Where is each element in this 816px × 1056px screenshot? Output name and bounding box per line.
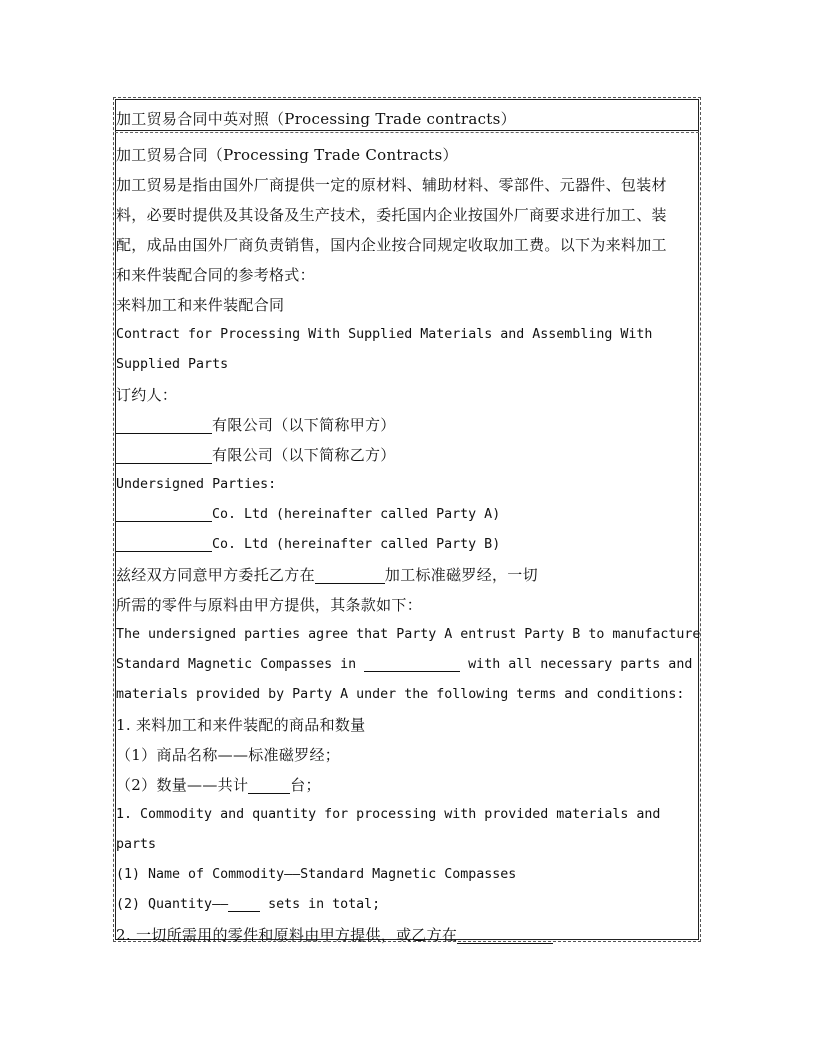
location-blank[interactable] xyxy=(457,927,553,944)
contract-body xyxy=(116,140,702,950)
clause-1-item-en: (2) Quantity—— sets in total; xyxy=(116,897,381,912)
agreement-line-cn: 所需的零件与原料由甲方提供，其条款如下： xyxy=(116,596,423,614)
clause-1-heading-en: parts xyxy=(116,837,157,852)
agreement-line-en: materials provided by Party A under the following terms and conditions: xyxy=(116,687,685,702)
agreement-line-en: Standard Magnetic Compasses in with all necessary parts and xyxy=(116,657,693,672)
contract-title-en: Supplied Parts xyxy=(116,357,229,372)
company-blank[interactable] xyxy=(116,417,212,434)
parties-label-cn: 订约人： xyxy=(116,386,178,404)
agreement-line-en: The undersigned parties agree that Party A entrust Party B to manufacture xyxy=(116,627,701,642)
contract-heading: 加工贸易合同（Processing Trade Contracts） xyxy=(116,146,458,164)
intro-paragraph-line: 配，成品由国外厂商负责销售，国内企业按合同规定收取加工费。以下为来料加工 xyxy=(116,236,667,254)
parties-label-en: Undersigned Parties: xyxy=(116,477,277,492)
contract-title-en: Contract for Processing With Supplied Materials and Assembling With xyxy=(116,327,653,342)
party-a-line-en: Co. Ltd (hereinafter called Party A) xyxy=(116,500,702,530)
quantity-blank[interactable] xyxy=(228,895,260,912)
location-blank[interactable] xyxy=(364,655,460,672)
clause-2-cn: 2. 一切所需用的零件和原料由甲方提供，或乙方在 xyxy=(116,920,702,950)
clause-1-item-cn: （1）商品名称——标准磁罗经； xyxy=(116,746,341,764)
document-title: 加工贸易合同中英对照（Processing Trade contracts） xyxy=(116,110,516,128)
party-b-line-en: Co. Ltd (hereinafter called Party B) xyxy=(116,530,702,560)
document-table xyxy=(113,97,701,942)
intro-paragraph-line: 和来件装配合同的参考格式： xyxy=(116,266,315,284)
title-divider-dashed xyxy=(115,132,699,133)
title-divider xyxy=(115,130,699,131)
clause-1-item-en: (1) Name of Commodity——Standard Magnetic Compasses xyxy=(116,867,517,882)
intro-paragraph-line: 加工贸易是指由国外厂商提供一定的原材料、辅助材料、零部件、元器件、包装材 xyxy=(116,176,667,194)
intro-paragraph-line: 料，必要时提供及其设备及生产技术，委托国内企业按国外厂商要求进行加工、装 xyxy=(116,206,667,224)
party-a-line-cn: 有限公司（以下简称甲方） xyxy=(116,410,702,440)
company-blank[interactable] xyxy=(116,447,212,464)
location-blank[interactable] xyxy=(315,567,385,584)
company-blank[interactable] xyxy=(116,535,212,552)
party-b-line-cn: 有限公司（以下简称乙方） xyxy=(116,440,702,470)
contract-title-cn: 来料加工和来件装配合同 xyxy=(116,296,285,314)
clause-1-item-cn: （2）数量——共计 台； xyxy=(116,776,321,794)
quantity-blank[interactable] xyxy=(248,777,290,794)
clause-1-heading-cn: 1. 来料加工和来件装配的商品和数量 xyxy=(116,716,366,734)
clause-1-heading-en: 1. Commodity and quantity for processing with provided materials and xyxy=(116,807,661,822)
agreement-line-cn: 兹经双方同意甲方委托乙方在 加工标准磁罗经，一切 xyxy=(116,566,538,584)
company-blank[interactable] xyxy=(116,505,212,522)
